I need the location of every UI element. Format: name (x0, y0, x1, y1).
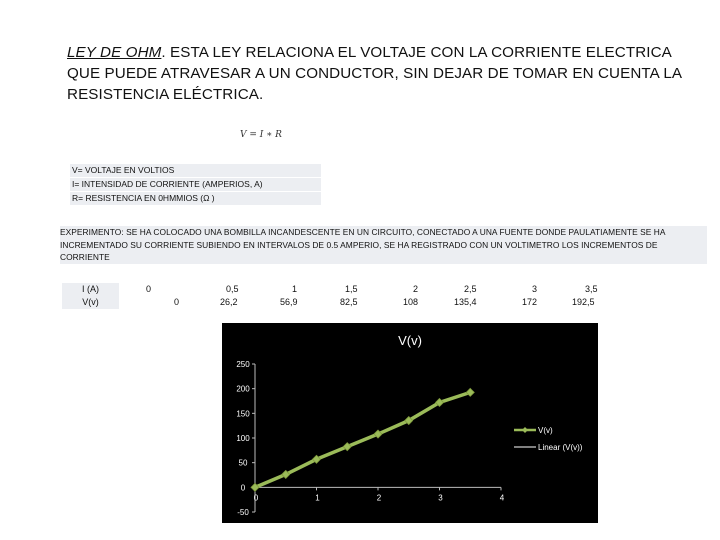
table-cell: 3 (532, 284, 538, 294)
y-tick-label: 100 (236, 434, 250, 443)
row-label-voltage: V(v) (82, 297, 99, 307)
table-cell: 3,5 (585, 284, 598, 294)
legend-marker-series (522, 427, 528, 433)
table-cell: 192,5 (572, 297, 595, 307)
x-tick-label: 4 (499, 493, 505, 503)
definitions-box (70, 164, 321, 206)
law-name: LEY DE OHM (67, 44, 162, 61)
voltage-chart (222, 323, 598, 523)
experiment-description: EXPERIMENTO: SE HA COLOCADO UNA BOMBILLA INCANDESCENTE EN UN CIRCUITO, CONECTADO A UNA FUENTE DONDE PAULATIAMENTE SE HA INCREMENTADO SU CORRIENTE SUBIENDO EN INTERVALOS DE 0.5 AMPERIO, SE HA REGISTRADO CON UN VOLTIMETRO LOS INCREMENTOS DE CORRIENTE (60, 226, 707, 264)
table-cell: 108 (403, 297, 419, 307)
chart-svg (222, 323, 598, 523)
law-description: . ESTA LEY RELACIONA EL VOLTAJE CON LA CORRIENTE ELECTRICA QUE PUEDE ATRAVESAR A UN CONDUCTOR, SIN DEJAR DE TOMAR EN CUENTA LA RESISTENCIA ELÉCTRICA. (67, 44, 682, 103)
definition-voltage: V= VOLTAJE EN VOLTIOS (70, 164, 321, 177)
x-tick-label: 0 (253, 493, 259, 503)
y-tick-label: 0 (240, 483, 246, 493)
x-tick-label: 2 (376, 493, 382, 503)
table-cell: 0 (174, 297, 180, 307)
table-cell: 1,5 (345, 284, 358, 294)
table-cell: 2 (413, 284, 419, 294)
table-cell: 56,9 (280, 297, 298, 307)
table-cell: 1 (292, 284, 298, 294)
y-tick-label: 200 (236, 384, 250, 394)
definition-resistance: R= RESISTENCIA EN 0HMMIOS (Ω ) (70, 192, 321, 205)
table-cell: 0 (146, 284, 152, 294)
y-tick-label: 250 (236, 360, 250, 369)
legend-label-trendline: Linear (V(v)) (538, 443, 583, 452)
table-row-labels (62, 283, 119, 309)
ohm-formula: V = I ∗ R (240, 130, 282, 140)
table-cell: 0,5 (226, 284, 239, 294)
x-tick-label: 3 (438, 493, 443, 503)
table-cell: 2,5 (464, 284, 477, 294)
data-point (466, 388, 474, 396)
table-cell: 172 (522, 297, 538, 307)
table-cell: 82,5 (340, 297, 358, 307)
y-tick-label: 150 (236, 409, 250, 419)
table-cell: 26,2 (220, 297, 238, 307)
y-tick-label: -50 (237, 508, 249, 517)
y-tick-label: 50 (238, 458, 248, 468)
legend-label-series: V(v) (538, 426, 553, 435)
x-tick-label: 1 (315, 493, 320, 503)
page-heading (67, 42, 687, 105)
row-label-current: I (A) (82, 284, 99, 294)
definition-current: I= INTENSIDAD DE CORRIENTE (AMPERIOS, A) (70, 178, 321, 191)
table-cell: 135,4 (454, 297, 477, 307)
chart-title: V(v) (398, 333, 422, 348)
